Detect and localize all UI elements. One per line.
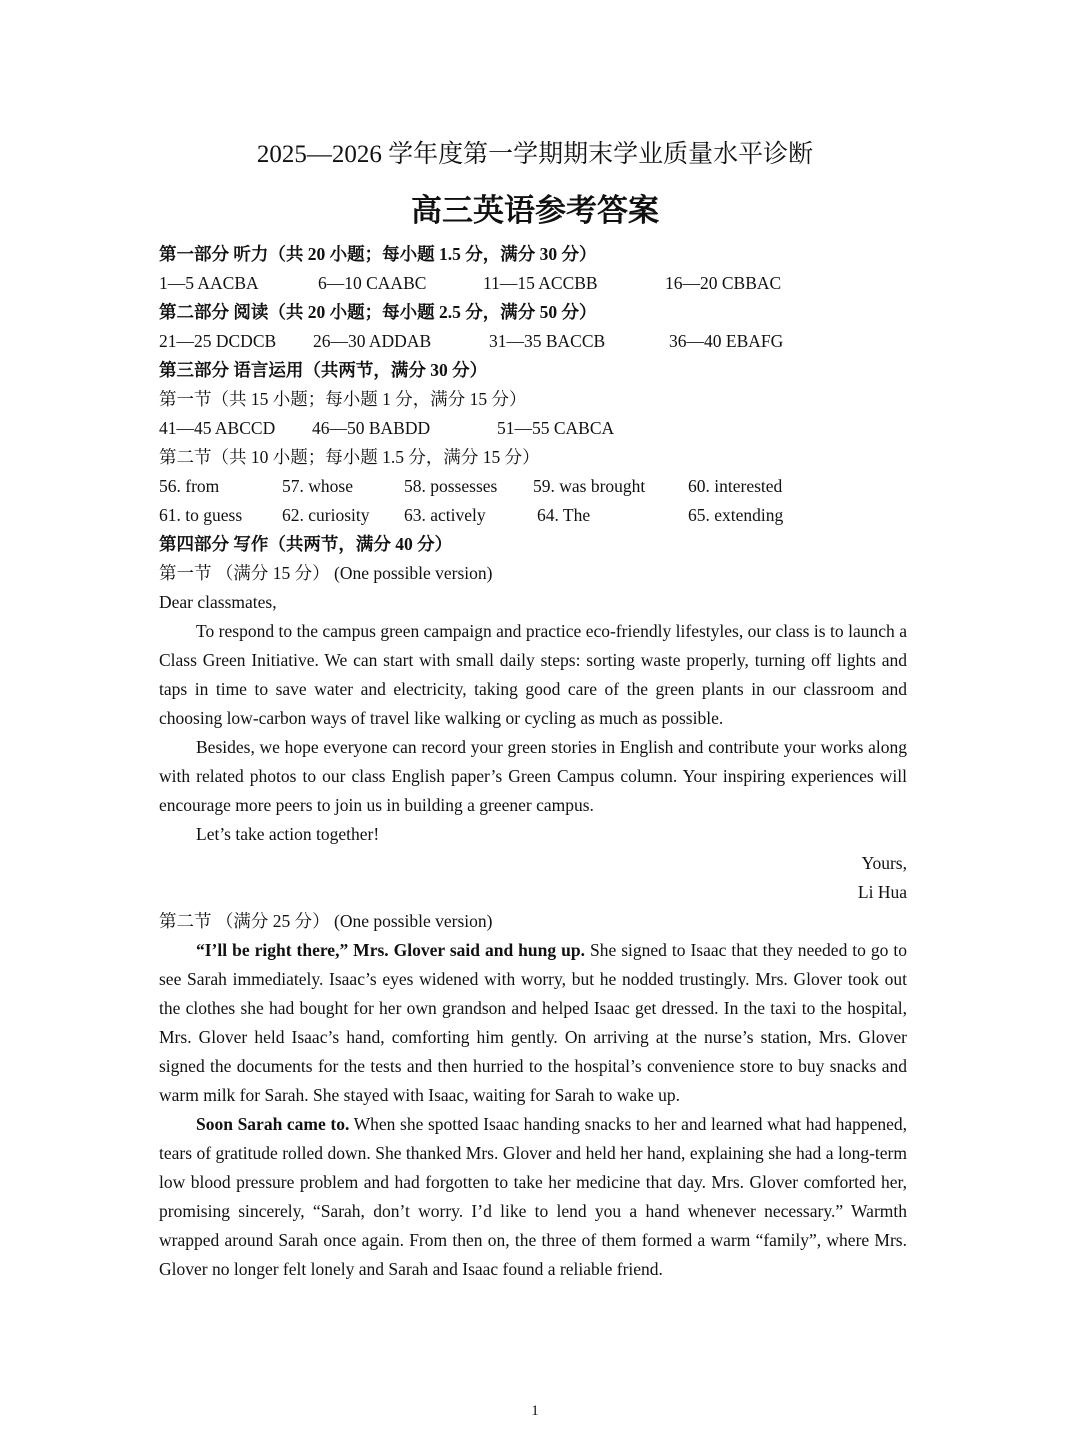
part3-section2-row2 xyxy=(159,501,907,530)
part1-heading: 第一部分 听力（共 20 小题；每小题 1.5 分，满分 30 分） xyxy=(159,244,597,264)
answer-item: 62. curiosity xyxy=(282,505,370,525)
answer-item: 57. whose xyxy=(282,476,353,496)
answer-group: 26—30 ADDAB xyxy=(313,331,432,351)
letter-paragraph: Besides, we hope everyone can record your green stories in English and contribute your works along with related photos to our class English paper’s Green Campus column. Your inspiring experiences will encourage more peers to join us in building a greener campus. xyxy=(159,737,907,815)
part4-section1-heading: 第一节 （满分 15 分） (One possible version) xyxy=(159,563,493,583)
part1-answers xyxy=(159,269,907,298)
answer-group: 6—10 CAABC xyxy=(318,273,427,293)
exam-title: 2025—2026 学年度第一学期期末学业质量水平诊断 xyxy=(256,141,814,168)
part4-section2-heading: 第二节 （满分 25 分） (One possible version) xyxy=(159,911,493,931)
part3-section1-answers xyxy=(159,414,907,443)
story-paragraph xyxy=(159,1110,907,1284)
part2-answers xyxy=(159,327,907,356)
part3-section2-heading: 第二节（共 10 小题；每小题 1.5 分，满分 15 分） xyxy=(159,447,540,467)
answer-group: 51—55 CABCA xyxy=(497,418,615,438)
letter-signature: Li Hua xyxy=(857,882,907,902)
document-title: 高三英语参考答案 xyxy=(411,193,659,228)
answer-item: 58. possesses xyxy=(404,476,498,496)
answer-item: 56. from xyxy=(159,476,220,496)
answer-item: 59. was brought xyxy=(533,476,646,496)
page-number: 1 xyxy=(531,1403,539,1419)
answer-item: 63. actively xyxy=(404,505,486,525)
part4-heading: 第四部分 写作（共两节，满分 40 分） xyxy=(159,534,453,554)
answer-group: 36—40 EBAFG xyxy=(669,331,784,351)
letter-closing: Yours, xyxy=(861,853,907,873)
part3-heading: 第三部分 语言运用（共两节，满分 30 分） xyxy=(159,360,488,380)
answer-item: 65. extending xyxy=(688,505,784,525)
answer-group: 16—20 CBBAC xyxy=(665,273,782,293)
answer-item: 61. to guess xyxy=(159,505,243,525)
letter-salutation: Dear classmates, xyxy=(159,592,277,612)
story-paragraph-lead: Soon Sarah came to. xyxy=(196,1114,350,1134)
part3-section2-row1 xyxy=(159,472,907,501)
answer-item: 60. interested xyxy=(688,476,783,496)
answer-group: 1—5 AACBA xyxy=(159,273,259,293)
answer-group: 21—25 DCDCB xyxy=(159,331,277,351)
answer-group: 31—35 BACCB xyxy=(489,331,606,351)
answer-group: 46—50 BABDD xyxy=(312,418,431,438)
answer-group: 41—45 ABCCD xyxy=(159,418,276,438)
part2-heading: 第二部分 阅读（共 20 小题；每小题 2.5 分，满分 50 分） xyxy=(159,302,597,322)
part3-section1-heading: 第一节（共 15 小题；每小题 1 分，满分 15 分） xyxy=(159,389,527,409)
answer-item: 64. The xyxy=(537,505,591,525)
document-body xyxy=(159,240,907,1284)
letter-paragraph: Let’s take action together! xyxy=(196,824,380,844)
story-paragraph-text: She signed to Isaac that they needed to go to see Sarah immediately. Isaac’s eyes widened with worry, but he nodded trustingly. Mrs. Glover took out the clothes she had bought for her own grandson and helped Isaac get dressed. In the taxi to the hospital, Mrs. Glover held Isaac’s hand, comforting him gently. On arriving at the nurse’s station, Mrs. Glover signed the documents for the tests and then hurried to the hospital’s convenience store to buy snacks and warm milk for Sarah. She stayed with Isaac, waiting for Sarah to wake up. xyxy=(159,940,908,1105)
story-paragraph xyxy=(159,936,907,1110)
letter-paragraph: To respond to the campus green campaign and practice eco-friendly lifestyles, our class is to launch a Class Green Initiative. We can start with small daily steps: sorting waste properly, turning off lights and taps in time to save water and electricity, taking good care of the green plants in our classroom and choosing low-carbon ways of travel like walking or cycling as much as possible. xyxy=(159,621,907,728)
story-paragraph-lead: “I’ll be right there,” Mrs. Glover said and hung up. xyxy=(196,940,585,960)
answer-group: 11—15 ACCBB xyxy=(483,273,598,293)
story-paragraph-text: When she spotted Isaac handing snacks to her and learned what had happened, tears of gratitude rolled down. She thanked Mrs. Glover and held her hand, explaining she had a long-term low blood pressure problem and had forgotten to take her medicine that day. Mrs. Glover comforted her, promising sincerely, “Sarah, don’t worry. I’d like to lend you a hand whenever necessary.” Warmth wrapped around Sarah once again. From then on, the three of them formed a warm “family”, where Mrs. Glover no longer felt lonely and Sarah and Isaac found a reliable friend. xyxy=(159,1114,907,1279)
